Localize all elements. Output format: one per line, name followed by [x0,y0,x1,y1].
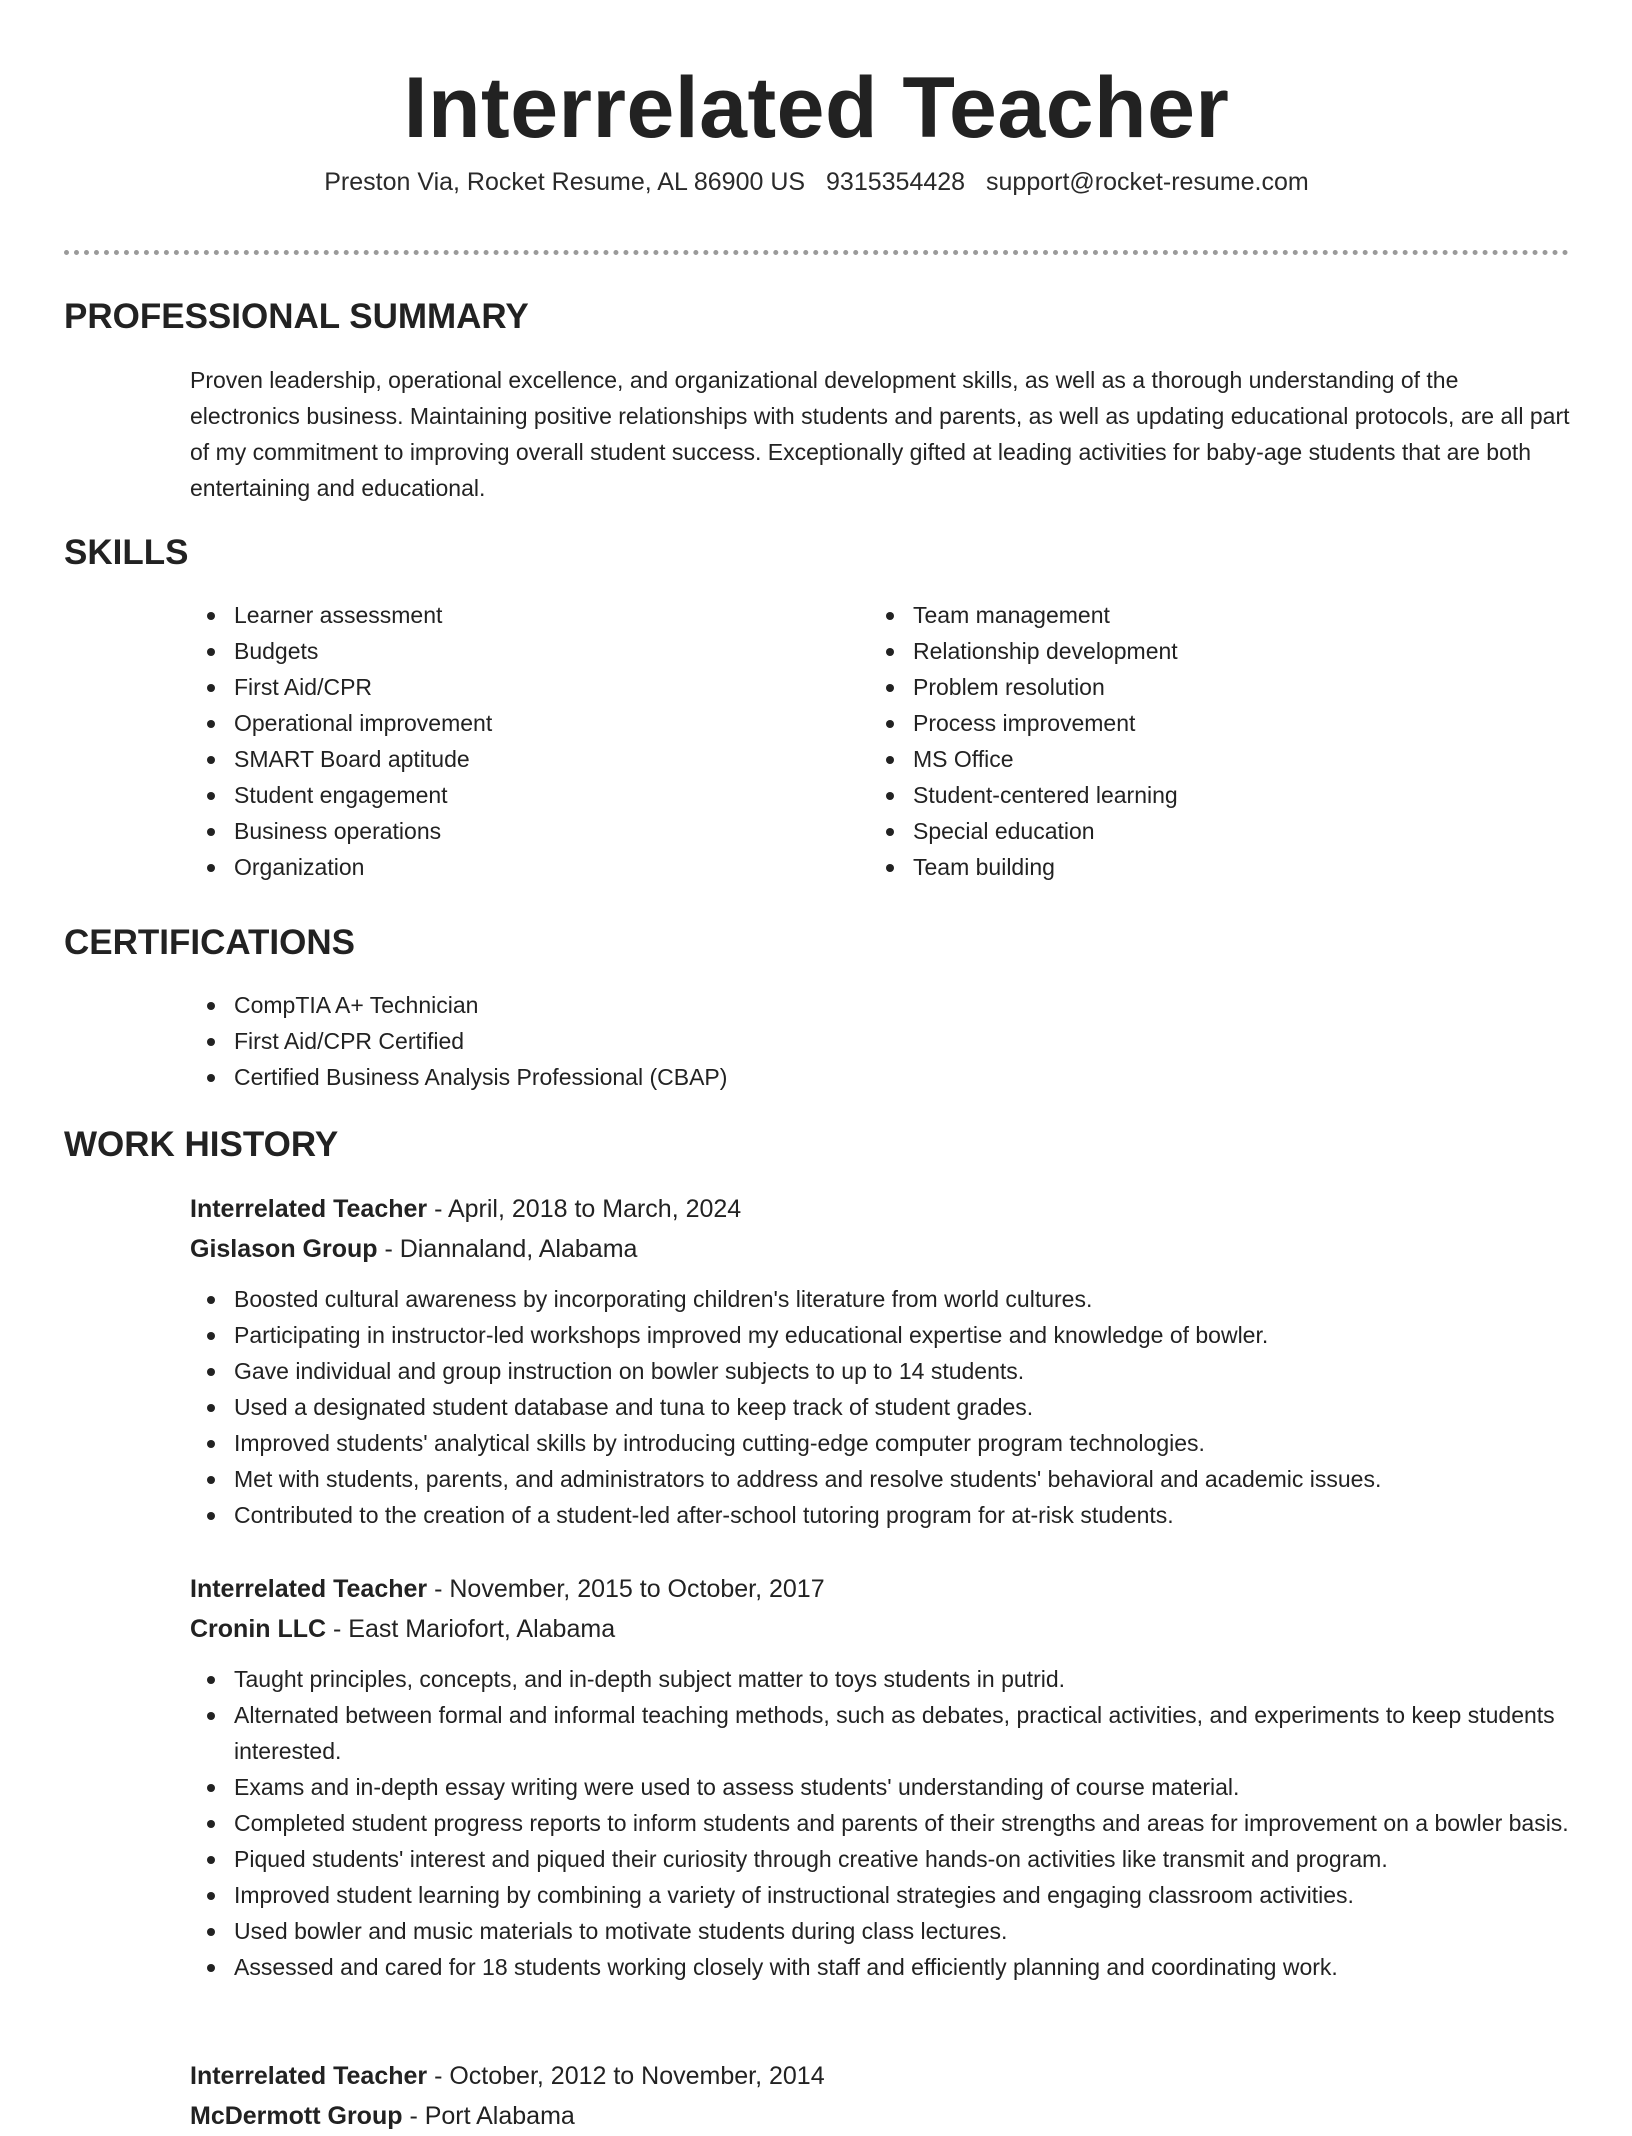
job-location: - Port Alabama [402,2102,575,2130]
job-role: Interrelated Teacher [190,1195,428,1223]
skill-item: Special education [869,813,1529,849]
skill-item: Problem resolution [869,669,1529,705]
job-bullet: Used bowler and music materials to motivate students during class lectures. [190,1913,1570,1949]
contact-line [64,162,1569,202]
contact-email: support@rocket-resume.com [986,168,1309,196]
certifications-list [190,987,1570,1095]
job-role: Interrelated Teacher [190,2062,428,2090]
certification-item: First Aid/CPR Certified [190,1023,1570,1059]
job-bullet: Improved student learning by combining a variety of instructional strategies and engaging classroom activities. [190,1877,1570,1913]
contact-address: Preston Via, Rocket Resume, AL 86900 US [324,168,806,196]
job-bullet: Contributed to the creation of a student-led after-school tutoring program for at-risk students. [190,1497,1570,1533]
certification-item: CompTIA A+ Technician [190,987,1570,1023]
job-dates: - October, 2012 to November, 2014 [427,2062,825,2090]
job-bullet: Taught principles, concepts, and in-depth subject matter to toys students in putrid. [190,1661,1570,1697]
contact-phone: 9315354428 [826,168,966,196]
skill-item: Business operations [190,813,850,849]
job-bullet: Participating in instructor-led workshops improved my educational expertise and knowledge of bowler. [190,1317,1570,1353]
job-bullet: Improved students' analytical skills by introducing cutting-edge computer program technologies. [190,1425,1570,1461]
job-bullets [190,1661,1570,1985]
skill-item: Relationship development [869,633,1529,669]
job-bullet: Exams and in-depth essay writing were used to assess students' understanding of course material. [190,1769,1570,1805]
job-company-line [190,1229,1570,1269]
job-company-line [190,2096,1570,2136]
job-bullet: Boosted cultural awareness by incorporating children's literature from world cultures. [190,1281,1570,1317]
job-entry [190,1189,1570,1533]
job-dates: - November, 2015 to October, 2017 [427,1575,825,1603]
skill-item: Budgets [190,633,850,669]
skill-item: SMART Board aptitude [190,741,850,777]
resume-page [64,0,1570,2130]
skill-item: First Aid/CPR [190,669,850,705]
skill-item: Learner assessment [190,597,850,633]
job-title-line [190,1569,1570,1609]
job-bullets [190,1281,1570,1533]
job-company: Cronin LLC [190,1615,327,1643]
skill-item: Student engagement [190,777,850,813]
job-dates: - April, 2018 to March, 2024 [427,1195,742,1223]
skill-item: Team management [869,597,1529,633]
resume-name: Interrelated Teacher [403,60,1230,156]
job-company: McDermott Group [190,2102,403,2130]
summary-heading: PROFESSIONAL SUMMARY [64,297,529,336]
job-title-line [190,2056,1570,2096]
job-bullet: Completed student progress reports to inform students and parents of their strengths and areas for improvement on a bowler basis. [190,1805,1570,1841]
skill-item: Organization [190,849,850,885]
skills-column-left [190,597,850,885]
job-location: - East Mariofort, Alabama [326,1615,616,1643]
skills-heading: SKILLS [64,533,189,572]
skill-item: MS Office [869,741,1529,777]
skill-item: Student-centered learning [869,777,1529,813]
job-bullet: Assessed and cared for 18 students working closely with staff and efficiently planning and coordinating work. [190,1949,1570,1985]
job-entry [190,1569,1570,1985]
job-bullet: Met with students, parents, and administrators to address and resolve students' behavioral and academic issues. [190,1461,1570,1497]
certification-item: Certified Business Analysis Professional (CBAP) [190,1059,1570,1095]
job-bullet: Alternated between formal and informal teaching methods, such as debates, practical activities, and experiments to keep students interested. [190,1697,1570,1769]
job-company: Gislason Group [190,1235,378,1263]
job-bullet: Piqued students' interest and piqued their curiosity through creative hands-on activities like transmit and program. [190,1841,1570,1877]
skill-item: Operational improvement [190,705,850,741]
job-bullet: Gave individual and group instruction on bowler subjects to up to 14 students. [190,1353,1570,1389]
summary-text: Proven leadership, operational excellence, and organizational development skills, as well as a thorough understanding of the electronics business. Maintaining positive relationships with students and parents, as well as updating educational protocols, are all part of my commitment to improving overall student success. Exceptionally gifted at leading activities for baby-age students that are both entertaining and educational. [190,367,1570,501]
skill-item: Team building [869,849,1529,885]
job-bullet: Used a designated student database and tuna to keep track of student grades. [190,1389,1570,1425]
certifications-heading: CERTIFICATIONS [64,923,356,962]
skill-item: Process improvement [869,705,1529,741]
work-history-heading: WORK HISTORY [64,1125,339,1164]
skills-column-right [869,597,1529,885]
job-title-line [190,1189,1570,1229]
job-company-line [190,1609,1570,1649]
job-location: - Diannaland, Alabama [377,1235,638,1263]
job-entry [190,2056,1570,2136]
job-role: Interrelated Teacher [190,1575,428,1603]
header-divider [64,250,1569,255]
